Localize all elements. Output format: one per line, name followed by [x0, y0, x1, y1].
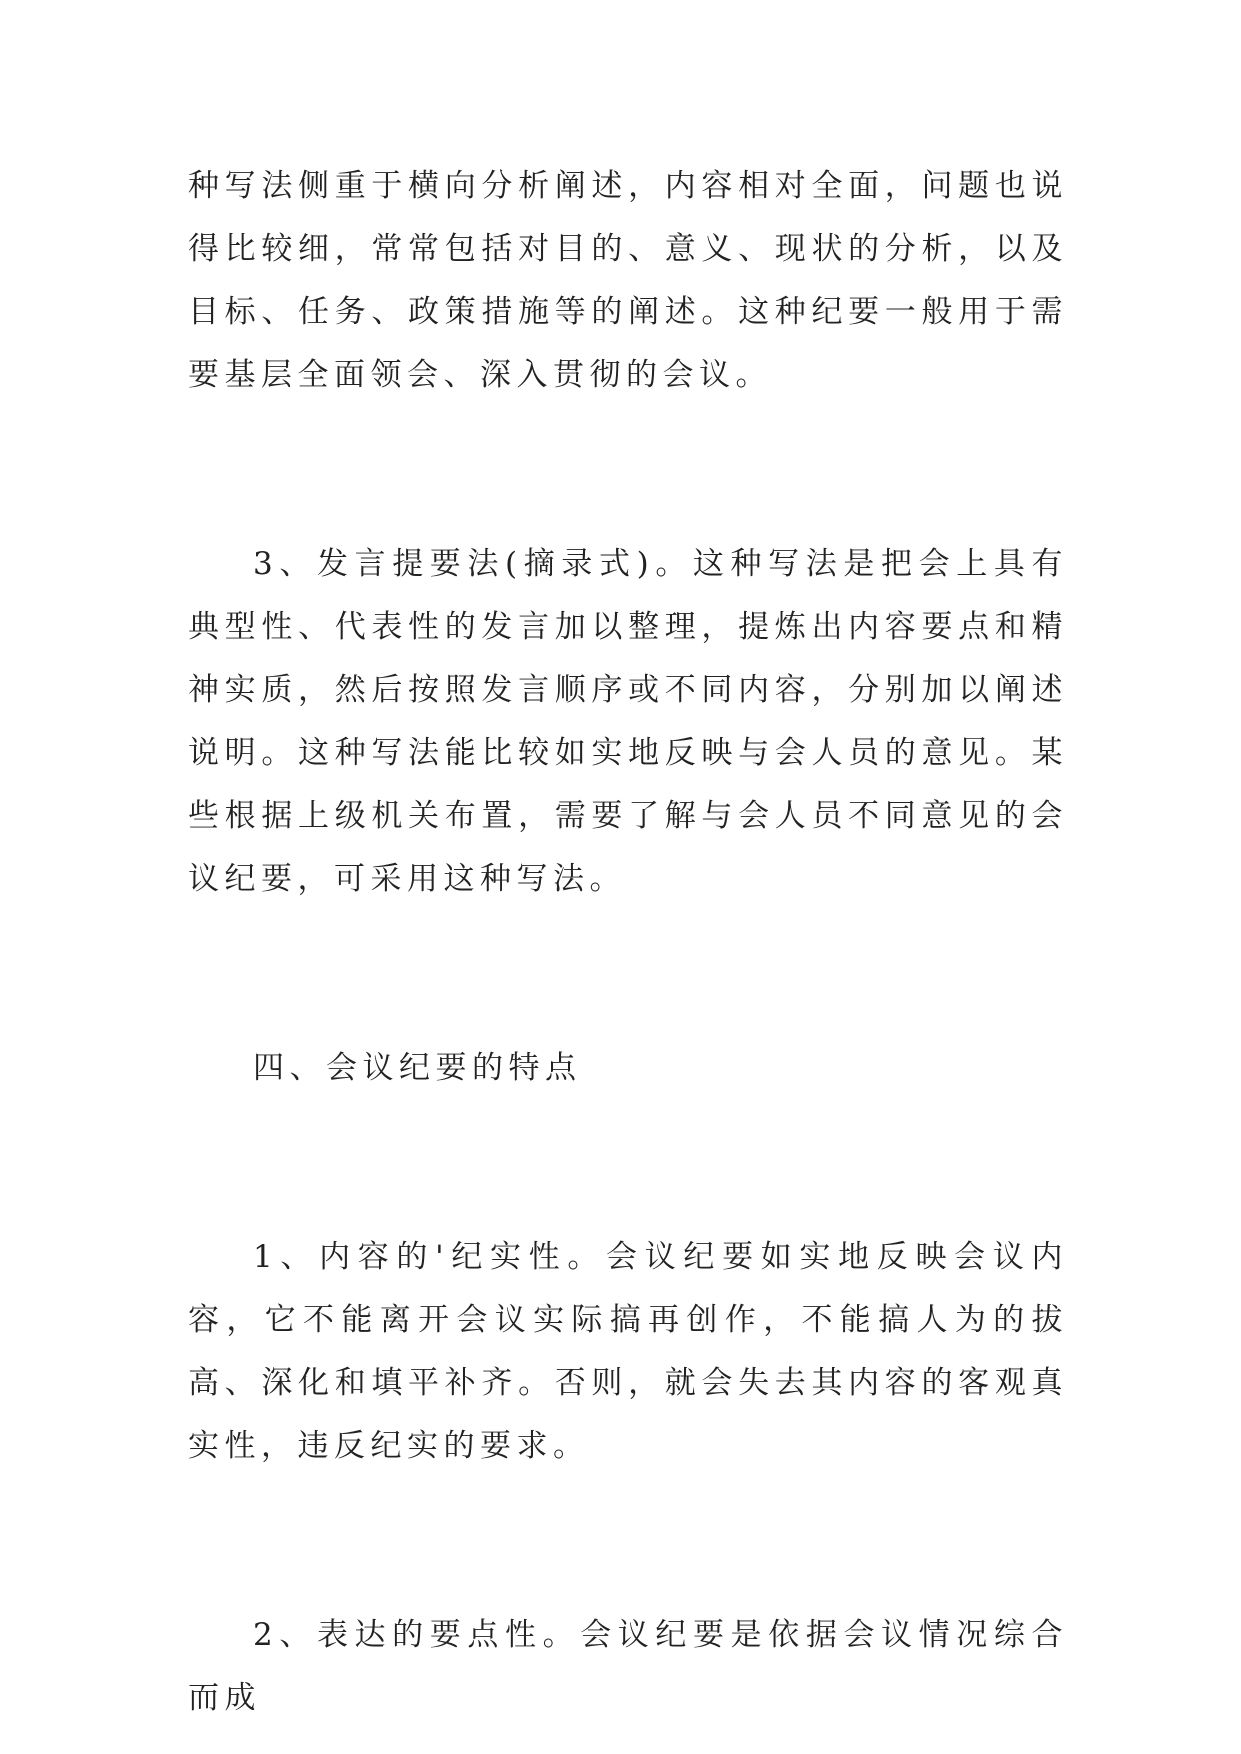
paragraph-key-points-nature: 2、表达的要点性。会议纪要是依据会议情况综合而成	[188, 1617, 1068, 1716]
paragraph-continuation: 种写法侧重于横向分析阐述，内容相对全面，问题也说得比较细，常常包括对目的、意义、现状的分析，以及目标、任务、政策措施等的阐述。这种纪要一般用于需要基层全面领会、深入贯彻的会议。	[188, 168, 1068, 393]
document-body	[188, 155, 1068, 1730]
section-heading-features: 四、会议纪要的特点	[253, 1050, 582, 1086]
paragraph-spacer	[188, 1100, 1068, 1226]
paragraph-spacer	[188, 1478, 1068, 1604]
paragraph-speech-summary-method: 3、发言提要法(摘录式)。这种写法是把会上具有典型性、代表性的发言加以整理，提炼出内容要点和精神实质，然后按照发言顺序或不同内容，分别加以阐述说明。这种写法能比较如实地反映与会人员的意见。某些根据上级机关布置，需要了解与会人员不同意见的会议纪要，可采用这种写法。	[188, 546, 1068, 897]
paragraph-spacer	[188, 407, 1068, 533]
paragraph-spacer	[188, 911, 1068, 1037]
paragraph-documentary-nature: 1、内容的'纪实性。会议纪要如实地反映会议内容，它不能离开会议实际搞再创作，不能搞人为的拔高、深化和填平补齐。否则，就会失去其内容的客观真实性，违反纪实的要求。	[188, 1239, 1068, 1464]
